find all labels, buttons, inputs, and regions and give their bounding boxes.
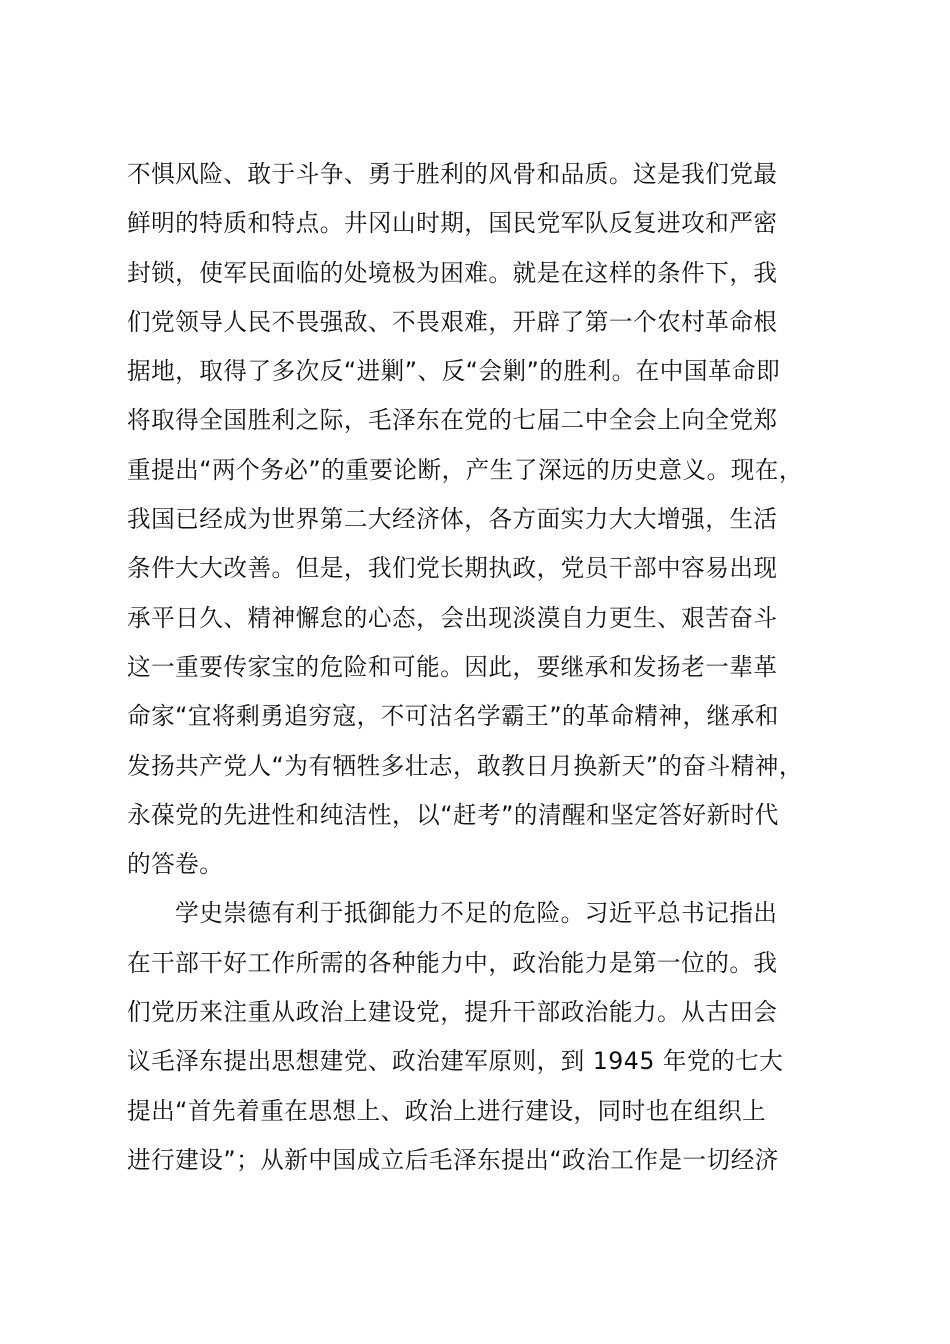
text-line: 我国已经成为世界第二大经济体，各方面实力大大增强，生活 — [127, 505, 778, 534]
body-text — [127, 150, 867, 1185]
text-line: 在干部干好工作所需的各种能力中，政治能力是第一位的。我 — [127, 948, 778, 977]
text-line: 进行建设”；从新中国成立后毛泽东提出“政治工作是一切经济 — [127, 1145, 779, 1174]
text-line: 的答卷。 — [127, 850, 224, 879]
text-line: 议毛泽东提出思想建党、政治建军原则，到 1945 年党的七大 — [127, 1047, 784, 1076]
text-line: 们党历来注重从政治上建设党，提升干部政治能力。从古田会 — [127, 998, 778, 1027]
text-line: 封锁，使军民面临的处境极为困难。就是在这样的条件下，我 — [127, 258, 778, 287]
text-line: 们党领导人民不畏强敌、不畏艰难，开辟了第一个农村革命根 — [127, 307, 778, 336]
text-line: 命家“宜将剩勇追穷寇，不可沽名学霸王”的革命精神，继承和 — [127, 702, 779, 731]
text-line: 据地，取得了多次反“进剿”、反“会剿”的胜利。在中国革命即 — [127, 357, 781, 386]
text-line: 将取得全国胜利之际，毛泽东在党的七届二中全会上向全党郑 — [127, 406, 778, 435]
text-line: 不惧风险、敢于斗争、勇于胜利的风骨和品质。这是我们党最 — [127, 160, 778, 188]
text-line: 承平日久、精神懈怠的心态，会出现淡漠自力更生、艰苦奋斗 — [127, 603, 778, 632]
text-line: 条件大大改善。但是，我们党长期执政，党员干部中容易出现 — [127, 554, 778, 583]
text-line: 重提出“两个务必”的重要论断，产生了深远的历史意义。现在， — [127, 455, 803, 484]
text-line: 提出“首先着重在思想上、政治上进行建设，同时也在组织上 — [127, 1096, 767, 1125]
paragraph-first-line: 学史崇德有利于抵御能力不足的危险。习近平总书记指出 — [127, 899, 778, 928]
text-line: 鲜明的特质和特点。井冈山时期，国民党军队反复进攻和严密 — [127, 209, 778, 238]
text-line: 这一重要传家宝的危险和可能。因此，要继承和发扬老一辈革 — [127, 652, 778, 681]
text-line: 发扬共产党人“为有牺牲多壮志，敢教日月换新天”的奋斗精神， — [127, 751, 803, 780]
text-line: 永葆党的先进性和纯洁性，以“赶考”的清醒和坚定答好新时代 — [127, 800, 779, 829]
